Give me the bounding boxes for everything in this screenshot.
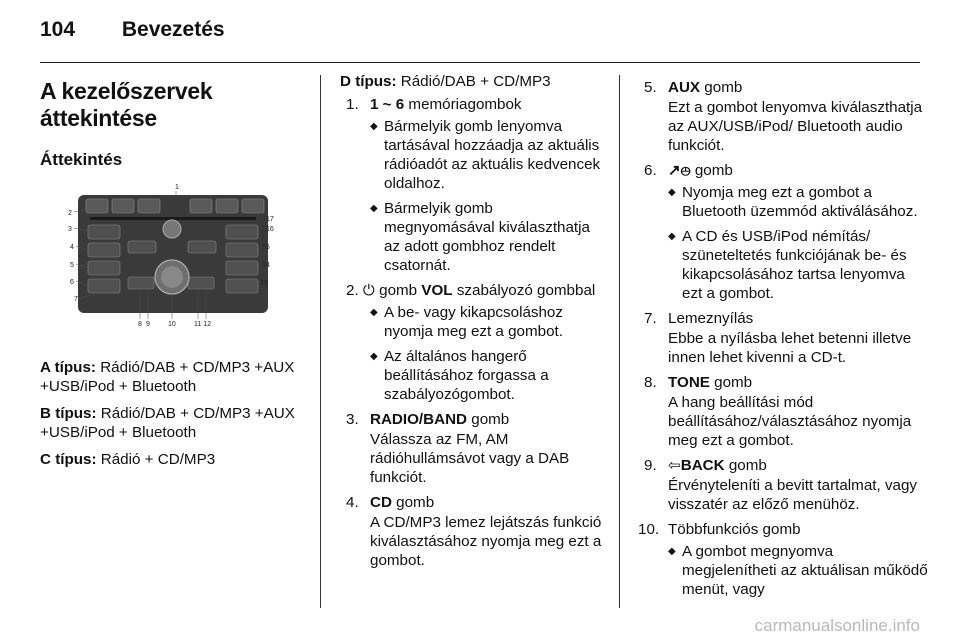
cd-button xyxy=(88,243,120,257)
svg-text:9: 9 xyxy=(146,321,150,328)
page-header xyxy=(40,18,225,42)
page-number: 104 xyxy=(40,18,76,41)
svg-text:13: 13 xyxy=(260,280,268,287)
svg-text:11 12: 11 12 xyxy=(194,321,211,328)
callout-2: 2 xyxy=(68,210,72,217)
svg-text:14: 14 xyxy=(262,262,270,269)
item-8: 8. TONE gomb A hang beállítási mód beállításához/választásához nyomja meg ezt a gombot. xyxy=(644,374,912,449)
header-rule xyxy=(40,62,920,63)
right-button-13 xyxy=(226,279,258,293)
type-a: A típus: Rádió/DAB + CD/MP3 +AUX +USB/iPod + Bluetooth xyxy=(40,359,295,395)
menu-button xyxy=(188,277,214,289)
svg-text:5: 5 xyxy=(70,262,74,269)
power-icon: ⏻ xyxy=(362,282,375,299)
section-title: Bevezetés xyxy=(121,18,225,41)
item-4: 4. CD gomb A CD/MP3 lemez lejátszás funkció kiválasztásához nyomja meg ezt a gombot. xyxy=(346,494,602,569)
callout-1: 1 xyxy=(175,184,179,191)
svg-text:4: 4 xyxy=(70,244,74,251)
right-button-14 xyxy=(226,261,258,275)
phone-mute-icon: ↗⦺ xyxy=(668,162,691,179)
svg-text:3: 3 xyxy=(68,226,72,233)
page-title: A kezelőszervek áttekintése xyxy=(40,78,213,131)
right-column xyxy=(638,72,928,605)
subsection-title: Áttekintés xyxy=(40,150,123,169)
preset-1-button xyxy=(86,199,108,213)
phone-button xyxy=(88,279,120,293)
cd-slot xyxy=(90,217,256,220)
item-7: 7. Lemeznyílás Ebbe a nyílásba lehet betenni illetve innen lehet kivenni a CD-t. xyxy=(644,310,912,366)
svg-text:6: 6 xyxy=(70,279,74,286)
seek-fwd-button xyxy=(188,241,216,253)
vol-knob xyxy=(163,220,181,238)
preset-3-button xyxy=(138,199,160,213)
preset-6-button xyxy=(242,199,264,213)
control-panel-illustration xyxy=(40,181,302,331)
svg-text:10: 10 xyxy=(168,321,176,328)
item-5: 5. AUX gomb Ezt a gombot lenyomva kiválaszthatja az AUX/USB/iPod/ Bluetooth audio funkciót. xyxy=(644,79,923,154)
item-9: 9. ⇦BACK gomb Érvényteleníti a bevitt tartalmat, vagy visszatér az előző menühöz. xyxy=(644,457,918,513)
item-10: 10. Többfunkciós gomb ◆ A gombot megnyomva megjelenítheti az aktuálisan működő menüt, vagy xyxy=(638,520,928,599)
back-arrow-icon: ⇦ xyxy=(668,457,681,474)
radio-band-button xyxy=(88,225,120,239)
seek-back-button xyxy=(128,241,156,253)
svg-text:7: 7 xyxy=(74,296,78,303)
watermark: carmanualsonline.info xyxy=(754,616,920,635)
item-1: 1. 1 ~ 6 memóriagombok ◆ Bármelyik gomb lenyomva tartásával hozzáadja az aktuális rádióadót az aktuális kedvencek oldalhoz. ◆ Bármelyik gomb megnyomásával kiválaszthatja az adott gombhoz rendelt csatornát. xyxy=(346,95,605,275)
preset-2-button xyxy=(112,199,134,213)
type-c: C típus: Rádió + CD/MP3 xyxy=(40,451,216,468)
svg-text:15: 15 xyxy=(262,244,270,251)
column-divider-2 xyxy=(619,75,620,608)
fav-button xyxy=(226,225,258,239)
item-6: 6. ↗⦺ gomb ◆ Nyomja meg ezt a gombot a Bluetooth üzemmód aktiválásához. ◆ A CD és USB/iPod némítás/ szüneteltetés funkciójának be- és kikapcsolásához tartsa lenyomva ezt a gombot. xyxy=(644,161,928,303)
svg-text:8: 8 xyxy=(138,321,142,328)
preset-4-button xyxy=(190,199,212,213)
right-button-15 xyxy=(226,243,258,257)
svg-text:16: 16 xyxy=(266,226,274,233)
item-3: 3. RADIO/BAND gomb Válassza az FM, AM rádióhullámsávot vagy a DAB funkciót. xyxy=(346,411,570,486)
aux-button xyxy=(88,261,120,275)
type-b: B típus: Rádió/DAB + CD/MP3 +AUX +USB/iPod + Bluetooth xyxy=(40,405,295,441)
column-divider-1 xyxy=(320,75,321,608)
middle-column xyxy=(340,72,605,576)
item-2: 2. ⏻ gomb VOL szabályozó gombbal ◆ A be- vagy kikapcsoláshoz nyomja meg ezt a gombot. ◆ Az általános hangerő beállításához forgassa a szabályozógombot. xyxy=(346,281,605,404)
type-d: D típus: Rádió/DAB + CD/MP3 xyxy=(340,73,551,90)
tone-button xyxy=(128,277,154,289)
svg-text:17: 17 xyxy=(266,216,274,223)
left-column xyxy=(40,72,310,477)
preset-5-button xyxy=(216,199,238,213)
